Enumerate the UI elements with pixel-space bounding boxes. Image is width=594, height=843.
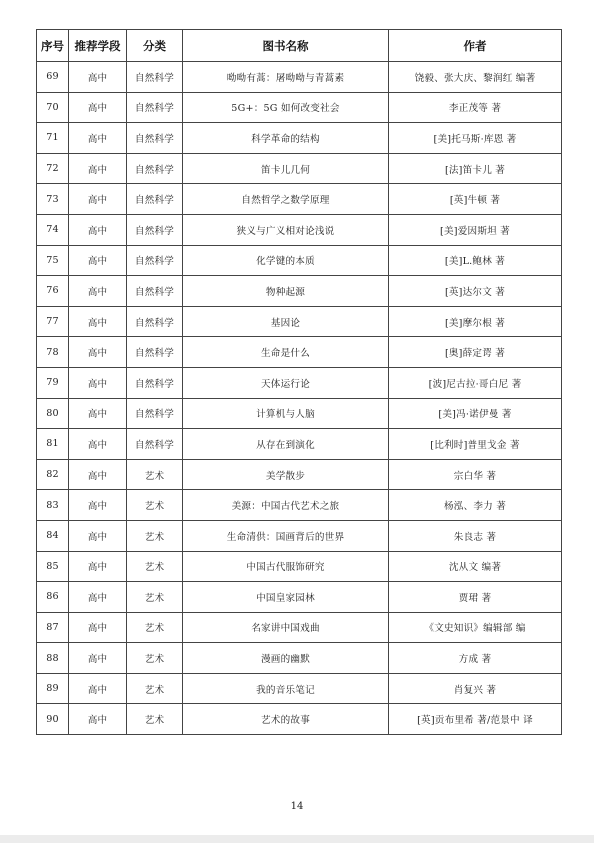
cell-no: 89 xyxy=(37,673,69,704)
table-row xyxy=(37,367,562,398)
cell-no: 71 xyxy=(37,123,69,154)
cell-level: 高中 xyxy=(69,153,127,184)
cell-category: 自然科学 xyxy=(127,429,183,460)
cell-level: 高中 xyxy=(69,337,127,368)
cell-no: 79 xyxy=(37,367,69,398)
header-row xyxy=(37,30,562,62)
table-row xyxy=(37,62,562,93)
cell-title: 美源：中国古代艺术之旅 xyxy=(183,490,389,521)
cell-author: [比利时]普里戈金 著 xyxy=(389,429,562,460)
cell-no: 72 xyxy=(37,153,69,184)
cell-level: 高中 xyxy=(69,704,127,735)
table-row xyxy=(37,153,562,184)
cell-category: 自然科学 xyxy=(127,62,183,93)
cell-author: 宗白华 著 xyxy=(389,459,562,490)
cell-title: 生命是什么 xyxy=(183,337,389,368)
cell-author: [英]贡布里希 著/范景中 译 xyxy=(389,704,562,735)
header-level: 推荐学段 xyxy=(69,30,127,62)
cell-author: 饶毅、张大庆、黎润红 编著 xyxy=(389,62,562,93)
cell-no: 84 xyxy=(37,520,69,551)
table-row xyxy=(37,245,562,276)
cell-level: 高中 xyxy=(69,398,127,429)
cell-author: [波]尼古拉·哥白尼 著 xyxy=(389,367,562,398)
cell-author: [美]爱因斯坦 著 xyxy=(389,214,562,245)
table-row xyxy=(37,490,562,521)
cell-level: 高中 xyxy=(69,459,127,490)
cell-author: [法]笛卡儿 著 xyxy=(389,153,562,184)
cell-author: 朱良志 著 xyxy=(389,520,562,551)
cell-level: 高中 xyxy=(69,612,127,643)
cell-category: 自然科学 xyxy=(127,92,183,123)
cell-level: 高中 xyxy=(69,184,127,215)
cell-title: 天体运行论 xyxy=(183,367,389,398)
table-row xyxy=(37,643,562,674)
cell-level: 高中 xyxy=(69,245,127,276)
cell-author: [美]托马斯·库恩 著 xyxy=(389,123,562,154)
cell-category: 自然科学 xyxy=(127,214,183,245)
cell-title: 计算机与人脑 xyxy=(183,398,389,429)
cell-author: 杨泓、李力 著 xyxy=(389,490,562,521)
cell-category: 艺术 xyxy=(127,551,183,582)
cell-title: 自然哲学之数学原理 xyxy=(183,184,389,215)
cell-title: 笛卡儿几何 xyxy=(183,153,389,184)
cell-title: 狭义与广义相对论浅说 xyxy=(183,214,389,245)
cell-level: 高中 xyxy=(69,429,127,460)
cell-no: 82 xyxy=(37,459,69,490)
cell-level: 高中 xyxy=(69,673,127,704)
cell-level: 高中 xyxy=(69,490,127,521)
cell-no: 74 xyxy=(37,214,69,245)
cell-author: 肖复兴 著 xyxy=(389,673,562,704)
cell-no: 70 xyxy=(37,92,69,123)
cell-no: 78 xyxy=(37,337,69,368)
table-row xyxy=(37,459,562,490)
cell-level: 高中 xyxy=(69,367,127,398)
table-row xyxy=(37,429,562,460)
table-row xyxy=(37,398,562,429)
cell-no: 88 xyxy=(37,643,69,674)
cell-author: [美]冯·诺伊曼 著 xyxy=(389,398,562,429)
cell-title: 美学散步 xyxy=(183,459,389,490)
cell-category: 自然科学 xyxy=(127,245,183,276)
table-row xyxy=(37,612,562,643)
table-row xyxy=(37,520,562,551)
cell-title: 基因论 xyxy=(183,306,389,337)
cell-author: [英]达尔文 著 xyxy=(389,276,562,307)
cell-title: 艺术的故事 xyxy=(183,704,389,735)
cell-category: 自然科学 xyxy=(127,184,183,215)
cell-author: [奥]薛定谔 著 xyxy=(389,337,562,368)
table-row xyxy=(37,551,562,582)
cell-level: 高中 xyxy=(69,582,127,613)
table-row xyxy=(37,123,562,154)
cell-level: 高中 xyxy=(69,92,127,123)
cell-no: 77 xyxy=(37,306,69,337)
cell-category: 艺术 xyxy=(127,704,183,735)
cell-title: 我的音乐笔记 xyxy=(183,673,389,704)
cell-author: [美]摩尔根 著 xyxy=(389,306,562,337)
table-row xyxy=(37,582,562,613)
cell-category: 艺术 xyxy=(127,643,183,674)
cell-level: 高中 xyxy=(69,123,127,154)
cell-category: 艺术 xyxy=(127,459,183,490)
cell-category: 艺术 xyxy=(127,673,183,704)
cell-title: 从存在到演化 xyxy=(183,429,389,460)
table-row xyxy=(37,184,562,215)
cell-no: 81 xyxy=(37,429,69,460)
cell-no: 87 xyxy=(37,612,69,643)
cell-level: 高中 xyxy=(69,62,127,93)
cell-category: 自然科学 xyxy=(127,337,183,368)
cell-title: 生命清供：国画背后的世界 xyxy=(183,520,389,551)
table-row xyxy=(37,673,562,704)
cell-title: 科学革命的结构 xyxy=(183,123,389,154)
table-row xyxy=(37,337,562,368)
cell-title: 中国皇家园林 xyxy=(183,582,389,613)
cell-no: 90 xyxy=(37,704,69,735)
header-category: 分类 xyxy=(127,30,183,62)
page-bottom-edge xyxy=(0,835,594,843)
cell-title: 化学键的本质 xyxy=(183,245,389,276)
cell-level: 高中 xyxy=(69,520,127,551)
cell-level: 高中 xyxy=(69,551,127,582)
cell-no: 85 xyxy=(37,551,69,582)
cell-category: 自然科学 xyxy=(127,153,183,184)
book-list-table xyxy=(36,29,562,735)
cell-category: 自然科学 xyxy=(127,367,183,398)
cell-title: 物种起源 xyxy=(183,276,389,307)
table-row xyxy=(37,276,562,307)
header-title: 图书名称 xyxy=(183,30,389,62)
cell-title: 名家讲中国戏曲 xyxy=(183,612,389,643)
cell-author: 沈从文 编著 xyxy=(389,551,562,582)
cell-category: 自然科学 xyxy=(127,306,183,337)
cell-category: 艺术 xyxy=(127,490,183,521)
table-row xyxy=(37,306,562,337)
header-no: 序号 xyxy=(37,30,69,62)
cell-category: 艺术 xyxy=(127,612,183,643)
cell-no: 76 xyxy=(37,276,69,307)
cell-no: 80 xyxy=(37,398,69,429)
cell-level: 高中 xyxy=(69,214,127,245)
cell-title: 呦呦有蒿：屠呦呦与青蒿素 xyxy=(183,62,389,93)
cell-no: 73 xyxy=(37,184,69,215)
cell-title: 漫画的幽默 xyxy=(183,643,389,674)
header-author: 作者 xyxy=(389,30,562,62)
cell-level: 高中 xyxy=(69,306,127,337)
cell-author: 方成 著 xyxy=(389,643,562,674)
table-row xyxy=(37,214,562,245)
cell-category: 自然科学 xyxy=(127,123,183,154)
cell-no: 86 xyxy=(37,582,69,613)
cell-no: 83 xyxy=(37,490,69,521)
cell-author: 李正茂等 著 xyxy=(389,92,562,123)
cell-author: 贾珺 著 xyxy=(389,582,562,613)
cell-category: 艺术 xyxy=(127,582,183,613)
cell-title: 5G+：5G 如何改变社会 xyxy=(183,92,389,123)
cell-category: 艺术 xyxy=(127,520,183,551)
cell-author: 《文史知识》编辑部 编 xyxy=(389,612,562,643)
table-header xyxy=(37,30,562,62)
cell-level: 高中 xyxy=(69,276,127,307)
table-row xyxy=(37,704,562,735)
cell-author: [美]L.鲍林 著 xyxy=(389,245,562,276)
cell-title: 中国古代服饰研究 xyxy=(183,551,389,582)
cell-level: 高中 xyxy=(69,643,127,674)
cell-no: 75 xyxy=(37,245,69,276)
table-body xyxy=(37,62,562,735)
page-number: 14 xyxy=(290,801,304,812)
cell-category: 自然科学 xyxy=(127,276,183,307)
cell-author: [英]牛顿 著 xyxy=(389,184,562,215)
cell-no: 69 xyxy=(37,62,69,93)
table-row xyxy=(37,92,562,123)
cell-category: 自然科学 xyxy=(127,398,183,429)
